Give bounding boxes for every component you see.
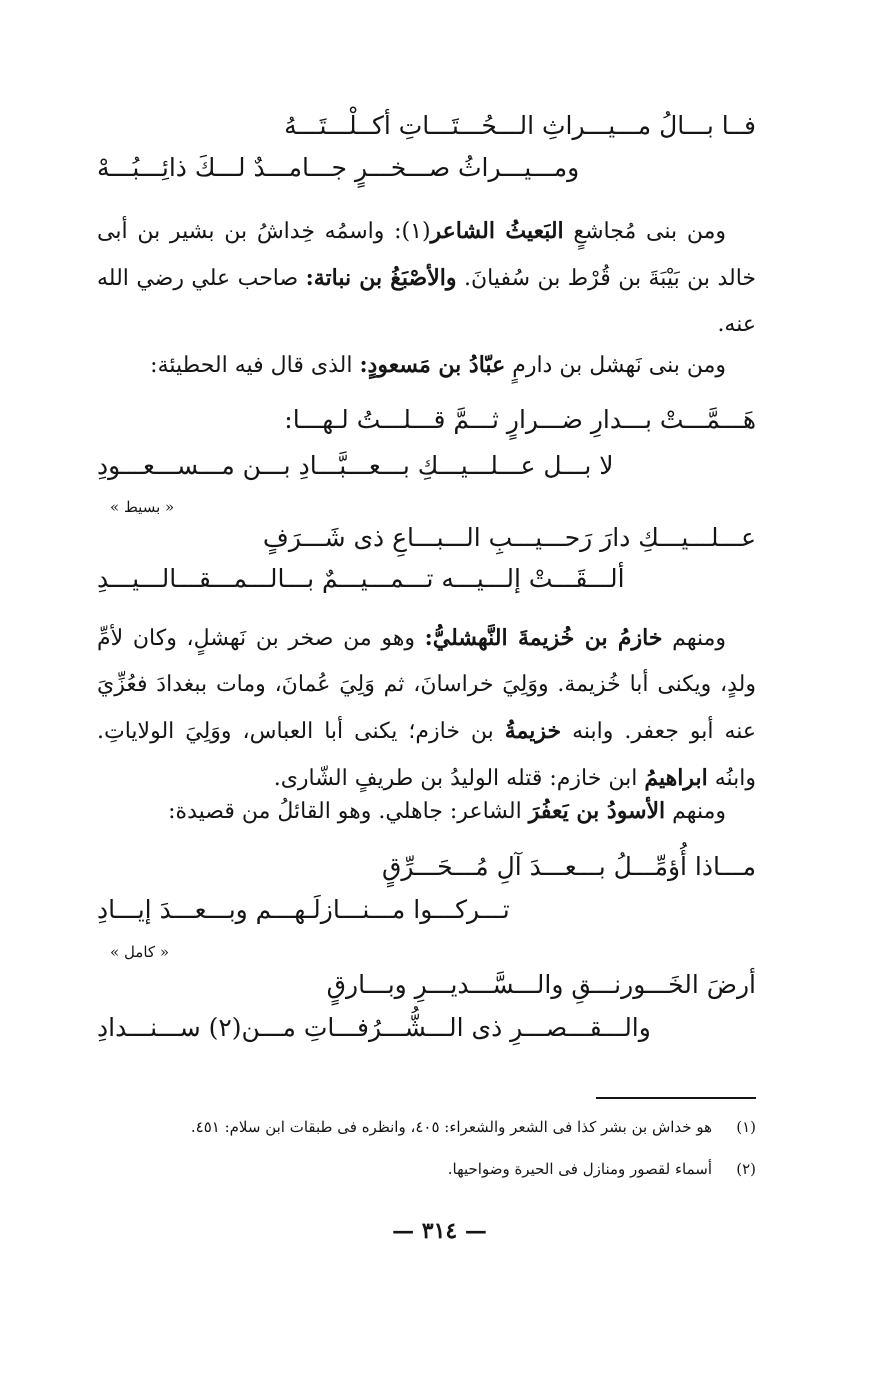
meter-label: « كامل » xyxy=(110,943,169,961)
paragraph-text: (١): واسمُه خِداشُ بن بشير بن أبى خالد بن بَيْبَةَ بن قُرْط بن سُفيانَ. xyxy=(97,219,757,291)
paragraph-baith xyxy=(97,208,756,348)
paragraph-text: وهو من صخر بن نَهشلٍ، وكان لأمِّ ولدٍ، ويكنى أبا خُزيمة. ووَلِيَ خراسانَ، ثم وَلِيَ عُمانَ، ومات ببغدادَ فعُزِّيَ عنه أبو جعفر. وابنه xyxy=(97,626,757,744)
page-number: — ٣١٤ — xyxy=(392,1218,487,1244)
paragraph-text: ابن خازم: قتله الوليدُ بن طريفٍ الشّارى. xyxy=(273,766,645,791)
footnote-text: أسماء لقصور ومنازل فى الحيرة وضواحيها. xyxy=(447,1160,712,1178)
verse-3-second-hemistich: ألـــقَـــتْ إلـــيـــه تـــمـــيـــمٌ بـــالـــمـــقـــالـــيـــدِ xyxy=(97,564,625,593)
paragraph-text: ومن بنى نَهشل بن دارمٍ xyxy=(505,353,726,378)
verse-3-first-hemistich: عـــلـــيـــكِ دارَ رَحـــيـــبِ الـــبـــاعِ ذى شَـــرَفٍ xyxy=(262,523,756,552)
footnote-1 xyxy=(120,1118,756,1136)
verse-1-first-hemistich: فــا بـــالُ مـــيـــراثِ الـــحُـــتَـــاتِ أكــلْـــتَـــهُ xyxy=(284,111,756,140)
paragraph-text: بن خازم؛ يكنى أبا العباس، ووَلِيَ الولاياتِ. وابنُه xyxy=(97,719,756,791)
paragraph-abbad xyxy=(97,342,756,389)
verse-4-first-hemistich: مـــاذا أُؤمِّـــلُ بـــعـــدَ آلِ مُـــحَـــرِّقٍ xyxy=(381,852,756,881)
verse-2-second-hemistich: لا بـــل عـــلـــيـــكِ بـــعـــبَّـــادِ بـــن مـــســـعـــودِ xyxy=(97,451,614,480)
footnote-number: (١) xyxy=(736,1118,756,1136)
verse-5-second-hemistich: والـــقـــصـــرِ ذى الـــشُّـــرُفـــاتِ مـــن(٢) ســـنـــدادِ xyxy=(97,1013,651,1042)
paragraph-text: ومنهم xyxy=(665,799,726,824)
paragraph-aswad xyxy=(97,788,756,835)
paragraph-text: ومن بنى مُجاشعٍ xyxy=(563,219,726,244)
person-name: خزيمةُ xyxy=(504,718,562,744)
meter-label: « بسيط » xyxy=(110,498,175,516)
verse-2-first-hemistich: هَـــمَّـــتْ بـــدارِ ضـــرارٍ ثـــمَّ قـــلـــتُ لـهـــا: xyxy=(284,405,756,434)
paragraph-khazim xyxy=(97,615,756,802)
person-name: البَعيثُ الشاعر xyxy=(430,218,564,244)
paragraph-text: الشاعر: جاهلي. وهو القائلُ من قصيدة: xyxy=(168,799,529,824)
footnote-2 xyxy=(120,1160,756,1178)
footnote-number: (٢) xyxy=(736,1160,756,1178)
person-name: ابراهيمُ xyxy=(644,765,708,791)
person-name: والأصْبَغُ بن نباتة: xyxy=(305,265,457,291)
verse-1-second-hemistich: ومـــيـــراثُ صـــخـــرٍ جـــامـــدٌ لـــكَ ذائِـــبُـــهْ xyxy=(97,153,580,182)
verse-4-second-hemistich: تـــركـــوا مـــنـــازلَـهـــم وبـــعـــدَ إيـــادِ xyxy=(97,895,510,924)
verse-5-first-hemistich: أرضَ الخَـــورنـــقِ والـــسَّـــديـــرِ وبـــارقٍ xyxy=(326,970,756,999)
paragraph-text: الذى قال فيه الحطيئة: xyxy=(150,353,360,378)
person-name: عبّادُ بن مَسعودٍ: xyxy=(359,352,506,378)
footnote-divider xyxy=(596,1097,756,1099)
person-name: خازمُ بن خُزيمةَ النَّهشليُّ: xyxy=(424,625,663,651)
person-name: الأسودُ بن يَعفُرَ xyxy=(528,798,666,824)
paragraph-text: ومنهم xyxy=(662,626,727,651)
footnote-text: هو خداش بن بشر كذا فى الشعر والشعراء: ٤٠٥، وانظره فى طبقات ابن سلام: ٤٥١. xyxy=(190,1118,712,1136)
paragraph-text: صاحب علي رضي الله عنه. xyxy=(97,266,756,337)
